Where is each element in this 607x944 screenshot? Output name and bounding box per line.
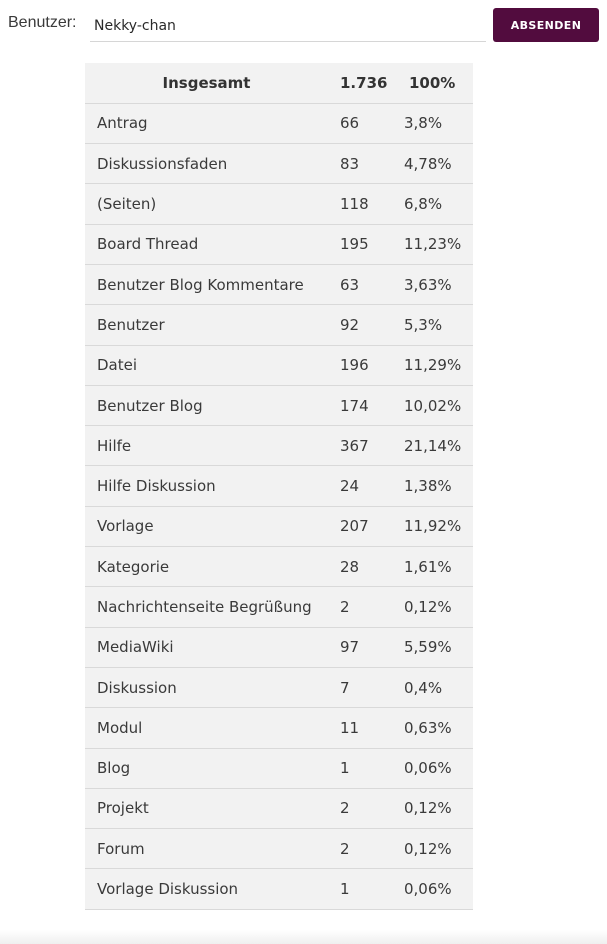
user-input[interactable] xyxy=(90,10,486,42)
namespace-name: Vorlage xyxy=(85,506,328,546)
table-row xyxy=(85,547,473,587)
edit-percent: 3,63% xyxy=(394,264,473,304)
table-row xyxy=(85,426,473,466)
namespace-name: Benutzer Blog xyxy=(85,385,328,425)
edit-count: 66 xyxy=(328,103,394,143)
header-total-count: 1.736 xyxy=(328,63,394,103)
table-row xyxy=(85,829,473,869)
table-row xyxy=(85,345,473,385)
namespace-stats-table xyxy=(85,63,473,910)
edit-percent: 0,4% xyxy=(394,667,473,707)
namespace-name: Antrag xyxy=(85,103,328,143)
edit-percent: 5,3% xyxy=(394,305,473,345)
edit-count: 2 xyxy=(328,587,394,627)
user-label: Benutzer: xyxy=(8,14,77,31)
namespace-name: Diskussionsfaden xyxy=(85,144,328,184)
table-row xyxy=(85,748,473,788)
edit-count: 97 xyxy=(328,627,394,667)
edit-percent: 5,59% xyxy=(394,627,473,667)
edit-percent: 1,38% xyxy=(394,466,473,506)
table-row xyxy=(85,587,473,627)
namespace-name: Benutzer xyxy=(85,305,328,345)
edit-count: 196 xyxy=(328,345,394,385)
edit-percent: 3,8% xyxy=(394,103,473,143)
edit-count: 1 xyxy=(328,748,394,788)
edit-percent: 1,61% xyxy=(394,547,473,587)
edit-percent: 6,8% xyxy=(394,184,473,224)
edit-percent: 11,23% xyxy=(394,224,473,264)
table-row xyxy=(85,667,473,707)
edit-count: 63 xyxy=(328,264,394,304)
edit-percent: 10,02% xyxy=(394,385,473,425)
table-row xyxy=(85,103,473,143)
edit-count: 195 xyxy=(328,224,394,264)
table-body xyxy=(85,103,473,909)
edit-percent: 0,06% xyxy=(394,748,473,788)
edit-count: 11 xyxy=(328,708,394,748)
edit-percent: 11,29% xyxy=(394,345,473,385)
namespace-name: Vorlage Diskussion xyxy=(85,869,328,909)
edit-percent: 11,92% xyxy=(394,506,473,546)
edit-count: 24 xyxy=(328,466,394,506)
table-row xyxy=(85,708,473,748)
namespace-name: MediaWiki xyxy=(85,627,328,667)
edit-percent: 0,63% xyxy=(394,708,473,748)
table-row xyxy=(85,305,473,345)
table-row xyxy=(85,184,473,224)
edit-count: 118 xyxy=(328,184,394,224)
header-total-percent: 100% xyxy=(394,63,473,103)
namespace-name: Nachrichtenseite Begrüßung xyxy=(85,587,328,627)
submit-button[interactable]: ABSENDEN xyxy=(493,8,599,42)
namespace-name: Hilfe xyxy=(85,426,328,466)
table-row xyxy=(85,788,473,828)
header-total-label: Insgesamt xyxy=(85,63,328,103)
edit-count: 2 xyxy=(328,829,394,869)
edit-percent: 0,06% xyxy=(394,869,473,909)
namespace-name: Benutzer Blog Kommentare xyxy=(85,264,328,304)
namespace-name: Blog xyxy=(85,748,328,788)
table-row xyxy=(85,385,473,425)
namespace-name: (Seiten) xyxy=(85,184,328,224)
edit-count: 28 xyxy=(328,547,394,587)
edit-count: 7 xyxy=(328,667,394,707)
namespace-name: Forum xyxy=(85,829,328,869)
edit-count: 207 xyxy=(328,506,394,546)
namespace-name: Modul xyxy=(85,708,328,748)
namespace-name: Kategorie xyxy=(85,547,328,587)
edit-count: 2 xyxy=(328,788,394,828)
edit-percent: 0,12% xyxy=(394,788,473,828)
edit-count: 1 xyxy=(328,869,394,909)
edit-percent: 0,12% xyxy=(394,829,473,869)
table-row xyxy=(85,144,473,184)
table-row xyxy=(85,869,473,909)
table-row xyxy=(85,466,473,506)
namespace-name: Datei xyxy=(85,345,328,385)
edit-percent: 0,12% xyxy=(394,587,473,627)
namespace-name: Projekt xyxy=(85,788,328,828)
namespace-name: Hilfe Diskussion xyxy=(85,466,328,506)
bottom-fade xyxy=(0,930,607,944)
user-form xyxy=(0,0,607,50)
edit-count: 92 xyxy=(328,305,394,345)
edit-count: 83 xyxy=(328,144,394,184)
table-header-row xyxy=(85,63,473,103)
edit-percent: 21,14% xyxy=(394,426,473,466)
table-row xyxy=(85,627,473,667)
edit-count: 367 xyxy=(328,426,394,466)
table-row xyxy=(85,264,473,304)
table-row xyxy=(85,224,473,264)
namespace-name: Board Thread xyxy=(85,224,328,264)
edit-count: 174 xyxy=(328,385,394,425)
namespace-name: Diskussion xyxy=(85,667,328,707)
table-row xyxy=(85,506,473,546)
edit-percent: 4,78% xyxy=(394,144,473,184)
